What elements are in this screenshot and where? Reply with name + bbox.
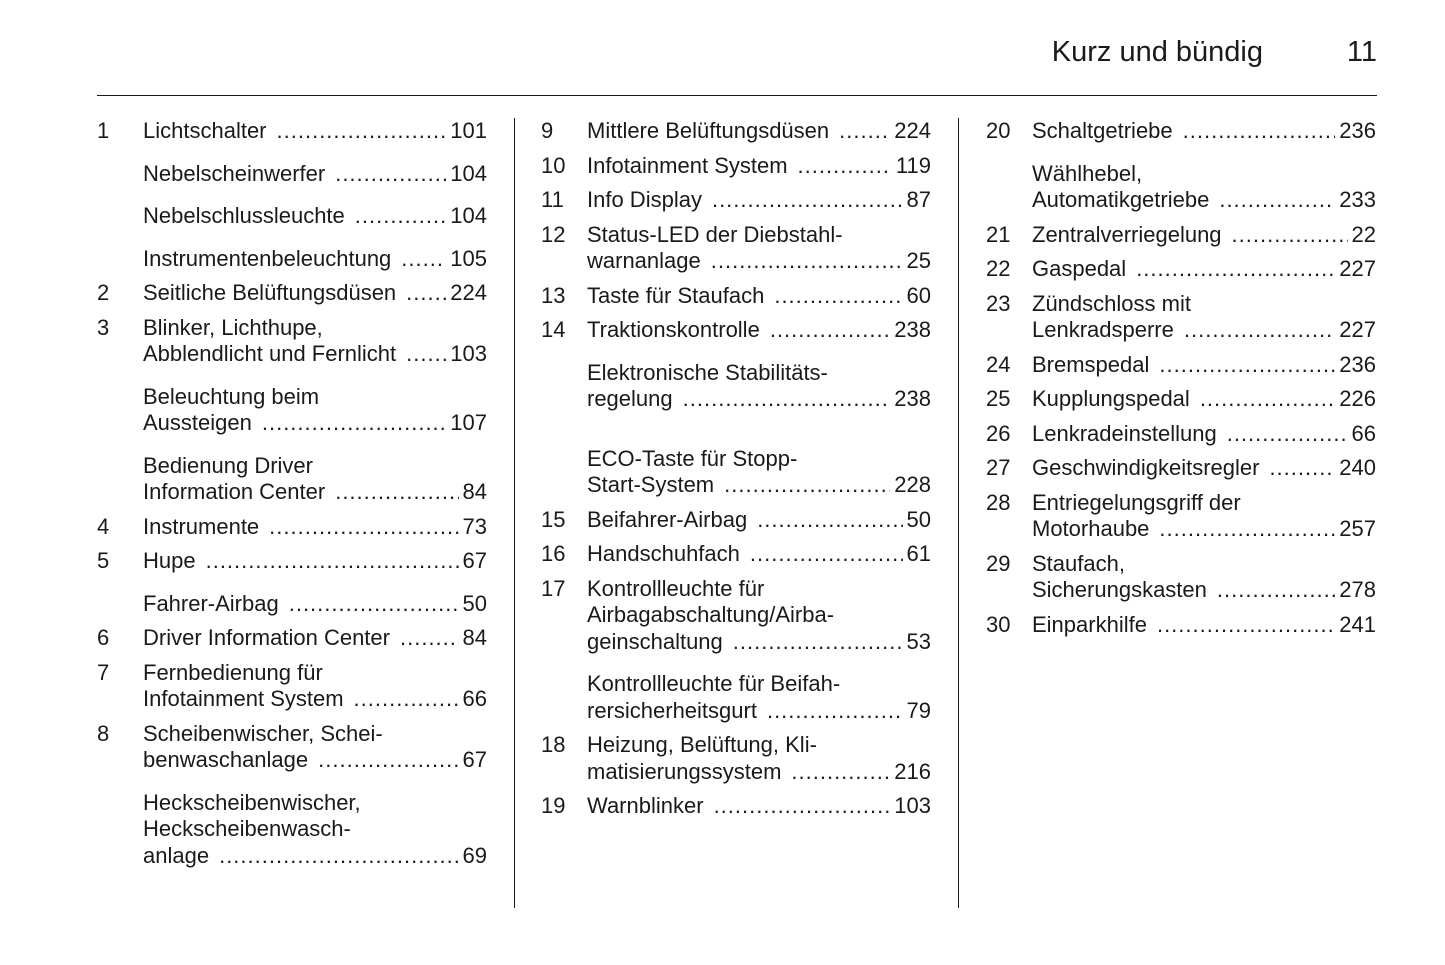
dot-leader: [354, 686, 459, 713]
entry-number: 6: [97, 625, 110, 650]
dot-leader: [318, 747, 458, 774]
entry-number: 29: [986, 550, 1011, 576]
entry-page-ref: 22: [1351, 221, 1376, 247]
dot-leader: [714, 793, 891, 820]
dot-leader: [683, 386, 891, 413]
dot-leader: [724, 472, 890, 499]
dot-leader: [1219, 187, 1335, 214]
entry-text: rersicherheitsgurt: [587, 697, 757, 723]
index-entry: [541, 222, 931, 275]
entry-text: Lenkradsperre: [1032, 317, 1174, 342]
entry-text: Sicherungskasten: [1032, 577, 1207, 602]
entry-last-line: [1032, 455, 1376, 482]
entry-page-ref: 66: [462, 686, 487, 711]
entry-number: 15: [541, 506, 566, 532]
entry-page-ref: 69: [462, 842, 487, 868]
entry-text: Gaspedal: [1032, 256, 1127, 281]
entry-text: Blinker, Lichthupe,: [143, 314, 323, 340]
dot-leader: [289, 591, 459, 618]
dot-leader: [1227, 421, 1348, 448]
entry-number: 26: [986, 420, 1011, 446]
index-entry: [986, 352, 1376, 379]
entry-last-line: [143, 161, 487, 188]
index-entry: [541, 793, 931, 820]
entry-number: 13: [541, 282, 566, 308]
entry-last-line: [1032, 386, 1376, 413]
entry-last-line: [587, 541, 931, 568]
entry-text: Fahrer-Airbag: [143, 590, 279, 616]
dot-leader: [269, 514, 458, 541]
dot-leader: [400, 625, 459, 652]
entry-last-line: [143, 410, 487, 437]
entry-number: 25: [986, 386, 1011, 411]
entry-last-line: [587, 698, 931, 725]
dot-leader: [1159, 352, 1335, 379]
entry-text: Schaltgetriebe: [1032, 118, 1173, 143]
entry-text: Geschwindigkeitsregler: [1032, 455, 1260, 480]
entry-page-ref: 238: [894, 317, 931, 342]
entry-text: Instrumentenbeleuchtung: [143, 245, 392, 271]
entry-page-ref: 104: [450, 203, 487, 228]
entry-text: Aussteigen: [143, 410, 252, 435]
entry-text: Info Display: [587, 187, 702, 212]
entry-page-ref: 241: [1339, 611, 1376, 637]
entry-text: Heckscheibenwasch-: [143, 816, 351, 841]
index-entry: [97, 315, 487, 368]
entry-number: 30: [986, 611, 1011, 637]
entry-last-line: [587, 187, 931, 214]
entry-last-line: [587, 472, 931, 499]
dot-leader: [1184, 317, 1335, 344]
entry-page-ref: 227: [1339, 256, 1376, 281]
entry-text: Seitliche Belüftungsdüsen: [143, 280, 397, 305]
entry-last-line: [1032, 352, 1376, 379]
entry-number: 2: [97, 280, 110, 305]
entry-last-line: [587, 629, 931, 656]
entry-last-line: [143, 514, 487, 541]
entry-last-line: [143, 686, 487, 713]
index-entry: [986, 256, 1376, 283]
entry-page-ref: 257: [1339, 516, 1376, 541]
entry-number: 14: [541, 317, 566, 342]
dot-leader: [750, 541, 903, 568]
index-entry: [986, 421, 1376, 448]
entry-text: Taste für Staufach: [587, 282, 765, 308]
entry-number: 5: [97, 548, 110, 573]
dot-leader: [770, 317, 890, 344]
entry-last-line: [587, 507, 931, 534]
entry-text: ECO-Taste für Stopp-: [587, 445, 798, 471]
entry-page-ref: 227: [1339, 317, 1376, 342]
index-entry: [541, 446, 931, 499]
entry-page-ref: 104: [450, 160, 487, 186]
entry-page-ref: 79: [906, 697, 931, 723]
entry-last-line: [1032, 222, 1376, 249]
entry-last-line: [587, 153, 931, 180]
entry-last-line: [1032, 421, 1376, 448]
entry-text: Status-LED der Diebstahl-: [587, 221, 843, 247]
dot-leader: [335, 479, 458, 506]
column-divider: [514, 118, 515, 908]
entry-text: benwaschanlage: [143, 747, 309, 772]
index-entry: [986, 612, 1376, 639]
entry-text: Abblendlicht und Fernlicht: [143, 341, 397, 366]
dot-leader: [839, 118, 890, 145]
entry-page-ref: 73: [462, 513, 487, 539]
entry-last-line: [143, 625, 487, 652]
entry-page-ref: 240: [1339, 455, 1376, 480]
entry-last-line: [143, 591, 487, 618]
entry-text: Heckscheibenwischer,: [143, 789, 361, 815]
index-entry: [97, 721, 487, 774]
index-entry: [986, 551, 1376, 604]
index-entry: [97, 514, 487, 541]
entry-last-line: [587, 793, 931, 820]
entry-last-line: [143, 118, 487, 145]
entry-text: Entriegelungsgriff der: [1032, 489, 1241, 515]
dot-leader: [774, 283, 902, 310]
entry-last-line: [587, 317, 931, 344]
entry-page-ref: 61: [906, 541, 931, 566]
index-entry: [541, 576, 931, 656]
column-1: [97, 118, 487, 869]
entry-text: Warnblinker: [587, 793, 704, 818]
entry-page-ref: 25: [906, 248, 931, 273]
dot-leader: [1157, 612, 1335, 639]
index-entry: [986, 490, 1376, 543]
index-entry: [541, 317, 931, 344]
entry-page-ref: 236: [1339, 118, 1376, 143]
entry-number: 17: [541, 575, 566, 601]
column-3: [986, 118, 1376, 638]
entry-number: 27: [986, 455, 1011, 480]
entry-number: 22: [986, 256, 1011, 281]
dot-leader: [219, 843, 458, 870]
entry-page-ref: 87: [906, 187, 931, 212]
entry-text: Beifahrer-Airbag: [587, 506, 748, 532]
dot-leader: [355, 203, 447, 230]
entry-page-ref: 101: [450, 118, 487, 143]
dot-leader: [1232, 222, 1348, 249]
index-entry: [97, 280, 487, 307]
entry-page-ref: 60: [906, 282, 931, 308]
entry-text: Wählhebel,: [1032, 160, 1143, 186]
entry-text: Kontrollleuchte für: [587, 575, 765, 601]
index-entry: [541, 732, 931, 785]
index-entry: [541, 118, 931, 145]
index-entry: [97, 790, 487, 870]
dot-leader: [798, 153, 892, 180]
entry-last-line: [143, 341, 487, 368]
dot-leader: [1200, 386, 1335, 413]
entry-page-ref: 216: [894, 758, 931, 784]
dot-leader: [401, 246, 446, 273]
entry-last-line: [587, 759, 931, 786]
entry-number: 23: [986, 290, 1011, 316]
entry-number: 24: [986, 351, 1011, 377]
entry-number: 9: [541, 118, 554, 143]
entry-text: Kupplungspedal: [1032, 386, 1190, 411]
dot-leader: [767, 698, 903, 725]
dot-leader: [277, 118, 447, 145]
dot-leader: [1136, 256, 1335, 283]
entry-last-line: [1032, 118, 1376, 145]
entry-page-ref: 233: [1339, 187, 1376, 212]
entry-text: Elektronische Stabilitäts-: [587, 359, 828, 385]
entry-page-ref: 238: [894, 386, 931, 411]
entry-last-line: [1032, 256, 1376, 283]
entry-last-line: [1032, 317, 1376, 344]
index-entry: [986, 386, 1376, 413]
entry-page-ref: 119: [895, 152, 931, 178]
entry-last-line: [587, 118, 931, 145]
entry-page-ref: 228: [894, 472, 931, 497]
entry-number: 8: [97, 720, 110, 746]
entry-text: Infotainment System: [587, 152, 788, 178]
index-entry: [541, 187, 931, 214]
index-entry: [986, 118, 1376, 145]
entry-number: 18: [541, 732, 566, 757]
entry-text: Mittlere Belüftungsdüsen: [587, 118, 830, 143]
index-entry: [986, 455, 1376, 482]
entry-text: Instrumente: [143, 513, 260, 539]
entry-page-ref: 105: [450, 245, 487, 271]
entry-last-line: [1032, 612, 1376, 639]
entry-number: 19: [541, 793, 566, 818]
entry-text: Automatikgetriebe: [1032, 187, 1210, 212]
entry-last-line: [1032, 516, 1376, 543]
entry-last-line: [587, 283, 931, 310]
dot-leader: [1183, 118, 1336, 145]
dot-leader: [335, 161, 446, 188]
column-2: [541, 118, 931, 820]
index-entry: [97, 625, 487, 652]
dot-leader: [206, 548, 459, 575]
header-title: Kurz und bündig: [1051, 36, 1263, 68]
entry-page-ref: 107: [450, 410, 487, 435]
entry-page-ref: 53: [906, 628, 931, 654]
entry-text: regelung: [587, 386, 673, 411]
index-entry: [986, 222, 1376, 249]
entry-number: 16: [541, 541, 566, 566]
dot-leader: [791, 759, 890, 786]
entry-text: Nebelscheinwerfer: [143, 160, 326, 186]
entry-page-ref: 226: [1339, 386, 1376, 411]
entry-last-line: [143, 548, 487, 575]
entry-last-line: [143, 479, 487, 506]
index-entry: [97, 453, 487, 506]
index-entry: [97, 203, 487, 230]
index-entry: [541, 671, 931, 724]
entry-page-ref: 224: [450, 280, 487, 305]
entry-page-ref: 50: [906, 506, 931, 532]
index-entry: [541, 153, 931, 180]
entry-page-ref: 67: [462, 548, 487, 573]
entry-text: Bedienung Driver: [143, 452, 313, 478]
entry-page-ref: 224: [894, 118, 931, 143]
entry-number: 7: [97, 659, 110, 685]
entry-text: Nebelschlussleuchte: [143, 203, 345, 228]
page-number: 11: [1346, 36, 1377, 68]
entry-last-line: [587, 248, 931, 275]
header-rule: [97, 95, 1377, 96]
entry-text: warnanlage: [587, 248, 701, 273]
entry-number: 11: [541, 187, 564, 212]
index-entry: [986, 291, 1376, 344]
entry-page-ref: 84: [462, 479, 487, 504]
entry-number: 20: [986, 118, 1011, 143]
dot-leader: [262, 410, 446, 437]
entry-last-line: [143, 280, 487, 307]
entry-last-line: [143, 203, 487, 230]
column-divider: [958, 118, 959, 908]
entry-last-line: [143, 747, 487, 774]
entry-text: Start-System: [587, 472, 715, 497]
dot-leader: [1159, 516, 1335, 543]
index-entry: [541, 283, 931, 310]
entry-page-ref: 84: [462, 625, 487, 650]
entry-text: Heizung, Belüftung, Kli-: [587, 732, 817, 757]
entry-number: 21: [986, 221, 1011, 247]
entry-text: anlage: [143, 842, 210, 868]
index-entry: [97, 384, 487, 437]
entry-page-ref: 50: [462, 590, 487, 616]
entry-text: Traktionskontrolle: [587, 317, 760, 342]
dot-leader: [1269, 455, 1335, 482]
dot-leader: [406, 280, 446, 307]
entry-page-ref: 236: [1339, 351, 1376, 377]
index-entry: [986, 161, 1376, 214]
entry-text: Zentralverriegelung: [1032, 221, 1222, 247]
entry-text: Hupe: [143, 548, 196, 573]
entry-number: 1: [97, 118, 110, 143]
dot-leader: [1217, 577, 1335, 604]
entry-page-ref: 66: [1351, 420, 1376, 446]
index-entry: [97, 591, 487, 618]
entry-page-ref: 278: [1339, 577, 1376, 602]
entry-last-line: [1032, 577, 1376, 604]
index-entry: [97, 548, 487, 575]
entry-text: Information Center: [143, 479, 326, 504]
entry-text: Bremspedal: [1032, 351, 1150, 377]
entry-text: Scheibenwischer, Schei-: [143, 720, 383, 746]
entry-text: Infotainment System: [143, 686, 344, 711]
entry-page-ref: 103: [450, 341, 487, 366]
entry-text: Fernbedienung für: [143, 659, 323, 685]
entry-number: 3: [97, 314, 110, 340]
entry-text: Staufach,: [1032, 550, 1125, 576]
entry-number: 28: [986, 489, 1011, 515]
entry-text: Motorhaube: [1032, 516, 1150, 541]
dot-leader: [712, 187, 903, 214]
entry-text: geinschaltung: [587, 628, 723, 654]
entry-text: Kontrollleuchte für Beifah-: [587, 671, 841, 696]
entry-text: Lenkradeinstellung: [1032, 420, 1217, 446]
entry-last-line: [143, 246, 487, 273]
entry-last-line: [1032, 187, 1376, 214]
entry-text: Beleuchtung beim: [143, 383, 320, 409]
entry-text: Einparkhilfe: [1032, 611, 1147, 637]
entry-last-line: [143, 843, 487, 870]
entry-number: 12: [541, 221, 566, 247]
entry-number: 4: [97, 513, 110, 539]
entry-last-line: [587, 386, 931, 413]
dot-leader: [406, 341, 446, 368]
entry-text: Handschuhfach: [587, 541, 740, 566]
entry-text: Lichtschalter: [143, 118, 267, 143]
index-entry: [97, 660, 487, 713]
index-entry: [541, 541, 931, 568]
dot-leader: [711, 248, 903, 275]
dot-leader: [757, 507, 902, 534]
entry-text: Airbagabschaltung/Airba-: [587, 602, 835, 627]
entry-text: Driver Information Center: [143, 625, 390, 650]
entry-page-ref: 67: [462, 747, 487, 772]
index-entry: [97, 161, 487, 188]
index-entry: [541, 360, 931, 413]
index-entry: [97, 118, 487, 145]
index-entry: [97, 246, 487, 273]
index-entry: [541, 507, 931, 534]
entry-text: matisierungssystem: [587, 758, 782, 784]
entry-text: Zündschloss mit: [1032, 290, 1191, 316]
dot-leader: [733, 629, 903, 656]
entry-page-ref: 103: [894, 793, 931, 818]
entry-number: 10: [541, 152, 566, 178]
